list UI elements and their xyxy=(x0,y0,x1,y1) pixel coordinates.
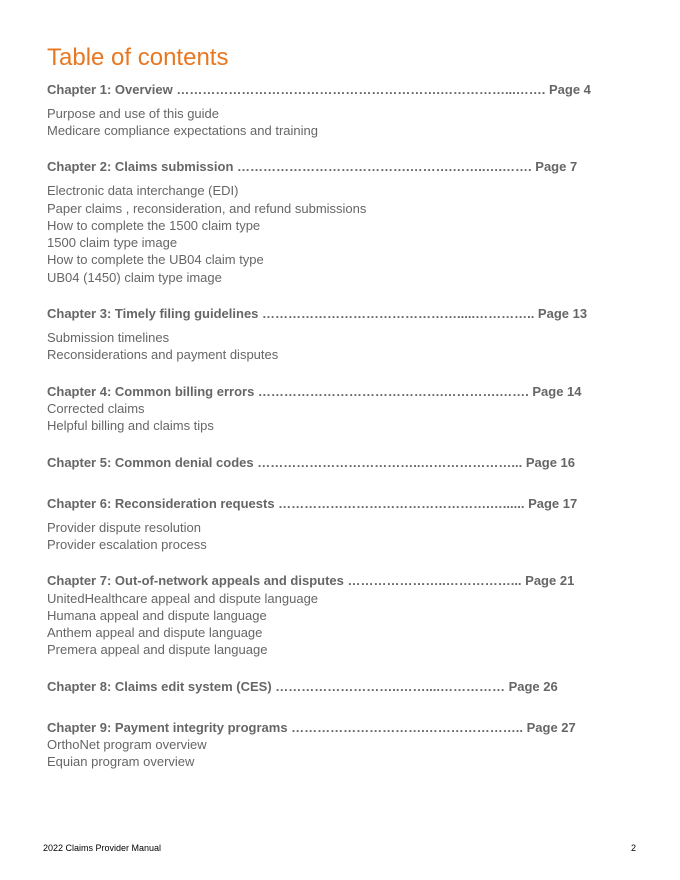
toc-item[interactable]: Reconsiderations and payment disputes xyxy=(47,347,279,362)
toc-item[interactable]: Humana appeal and dispute language xyxy=(47,608,267,623)
toc-item[interactable]: Purpose and use of this guide xyxy=(47,106,220,121)
toc-item[interactable]: UnitedHealthcare appeal and dispute language xyxy=(47,591,319,606)
toc-chapter-4[interactable]: Chapter 4: Common billing errors …………………………………….………….……. Page 14 xyxy=(47,384,582,399)
toc-item[interactable]: Provider escalation process xyxy=(47,537,207,552)
toc-chapter-1[interactable]: Chapter 1: Overview …………………………………………………….……………...……. Page 4 xyxy=(47,82,591,97)
toc-item[interactable]: Equian program overview xyxy=(47,754,195,769)
toc-chapter-3[interactable]: Chapter 3: Timely filing guidelines ……………………………………….....………….. Page 13 xyxy=(47,306,588,321)
toc-item[interactable]: OrthoNet program overview xyxy=(47,737,207,752)
toc-chapter-6[interactable]: Chapter 6: Reconsideration requests ………………………………………….…...... Page 17 xyxy=(47,496,578,511)
toc-item[interactable]: Electronic data interchange (EDI) xyxy=(47,183,239,198)
toc-chapter-7[interactable]: Chapter 7: Out-of-network appeals and disputes …………………..……………... Page 21 xyxy=(47,573,575,588)
toc-item[interactable]: How to complete the UB04 claim type xyxy=(47,252,264,267)
toc-item[interactable]: Paper claims , reconsideration, and refund submissions xyxy=(47,201,367,216)
footer-page-number: 2 xyxy=(631,843,637,853)
toc-item[interactable]: Medicare compliance expectations and training xyxy=(47,123,318,138)
toc-item[interactable]: Anthem appeal and dispute language xyxy=(47,625,263,640)
footer-document-title: 2022 Claims Provider Manual xyxy=(43,843,162,853)
toc-item[interactable]: Submission timelines xyxy=(47,330,170,345)
toc-item[interactable]: Premera appeal and dispute language xyxy=(47,642,268,657)
toc-chapter-9[interactable]: Chapter 9: Payment integrity programs ………………………….………………….. Page 27 xyxy=(47,720,576,735)
toc-item[interactable]: 1500 claim type image xyxy=(47,235,178,250)
toc-item[interactable]: Provider dispute resolution xyxy=(47,520,201,535)
toc-chapter-8[interactable]: Chapter 8: Claims edit system (CES) ………………………..……....…………… Page 26 xyxy=(47,679,558,694)
toc-item[interactable]: How to complete the 1500 claim type xyxy=(47,218,261,233)
toc-chapter-2[interactable]: Chapter 2: Claims submission ………………………………….……….……..….……. Page 7 xyxy=(47,159,578,174)
toc-item[interactable]: Helpful billing and claims tips xyxy=(47,418,214,433)
toc-chapter-5[interactable]: Chapter 5: Common denial codes ………………………………..…………………... Page 16 xyxy=(47,455,576,470)
toc-item[interactable]: UB04 (1450) claim type image xyxy=(47,270,222,285)
page-title: Table of contents xyxy=(47,44,229,71)
toc-item[interactable]: Corrected claims xyxy=(47,401,145,416)
